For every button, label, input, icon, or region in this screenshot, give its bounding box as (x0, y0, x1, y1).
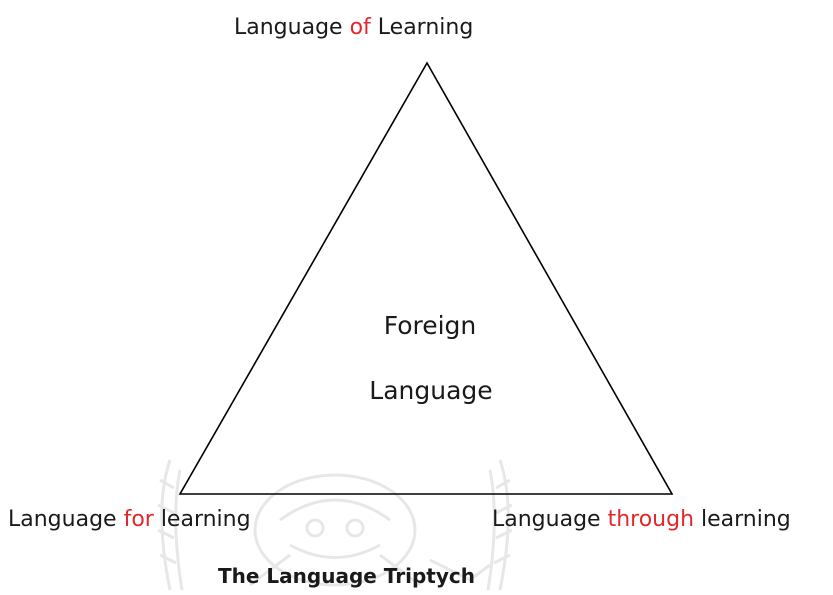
vertex-label-right-keyword: through (607, 507, 695, 532)
center-label-line-1: Foreign (383, 311, 477, 340)
vertex-label-left (8, 509, 251, 531)
triangle-outline (180, 63, 672, 494)
diagram-caption: The Language Triptych (218, 564, 475, 588)
vertex-label-top-after: Learning (370, 15, 474, 40)
vertex-label-right (492, 509, 791, 531)
vertex-label-left-after: learning (153, 507, 251, 532)
vertex-label-left-before: Language (8, 507, 124, 532)
vertex-label-top-keyword: of (349, 15, 371, 40)
vertex-label-right-after: learning (694, 507, 791, 532)
vertex-label-top (234, 17, 473, 39)
vertex-label-right-before: Language (492, 507, 608, 532)
vertex-label-top-before: Language (234, 15, 350, 40)
vertex-label-left-keyword: for (123, 507, 154, 532)
center-label-line-2: Language (369, 376, 493, 405)
